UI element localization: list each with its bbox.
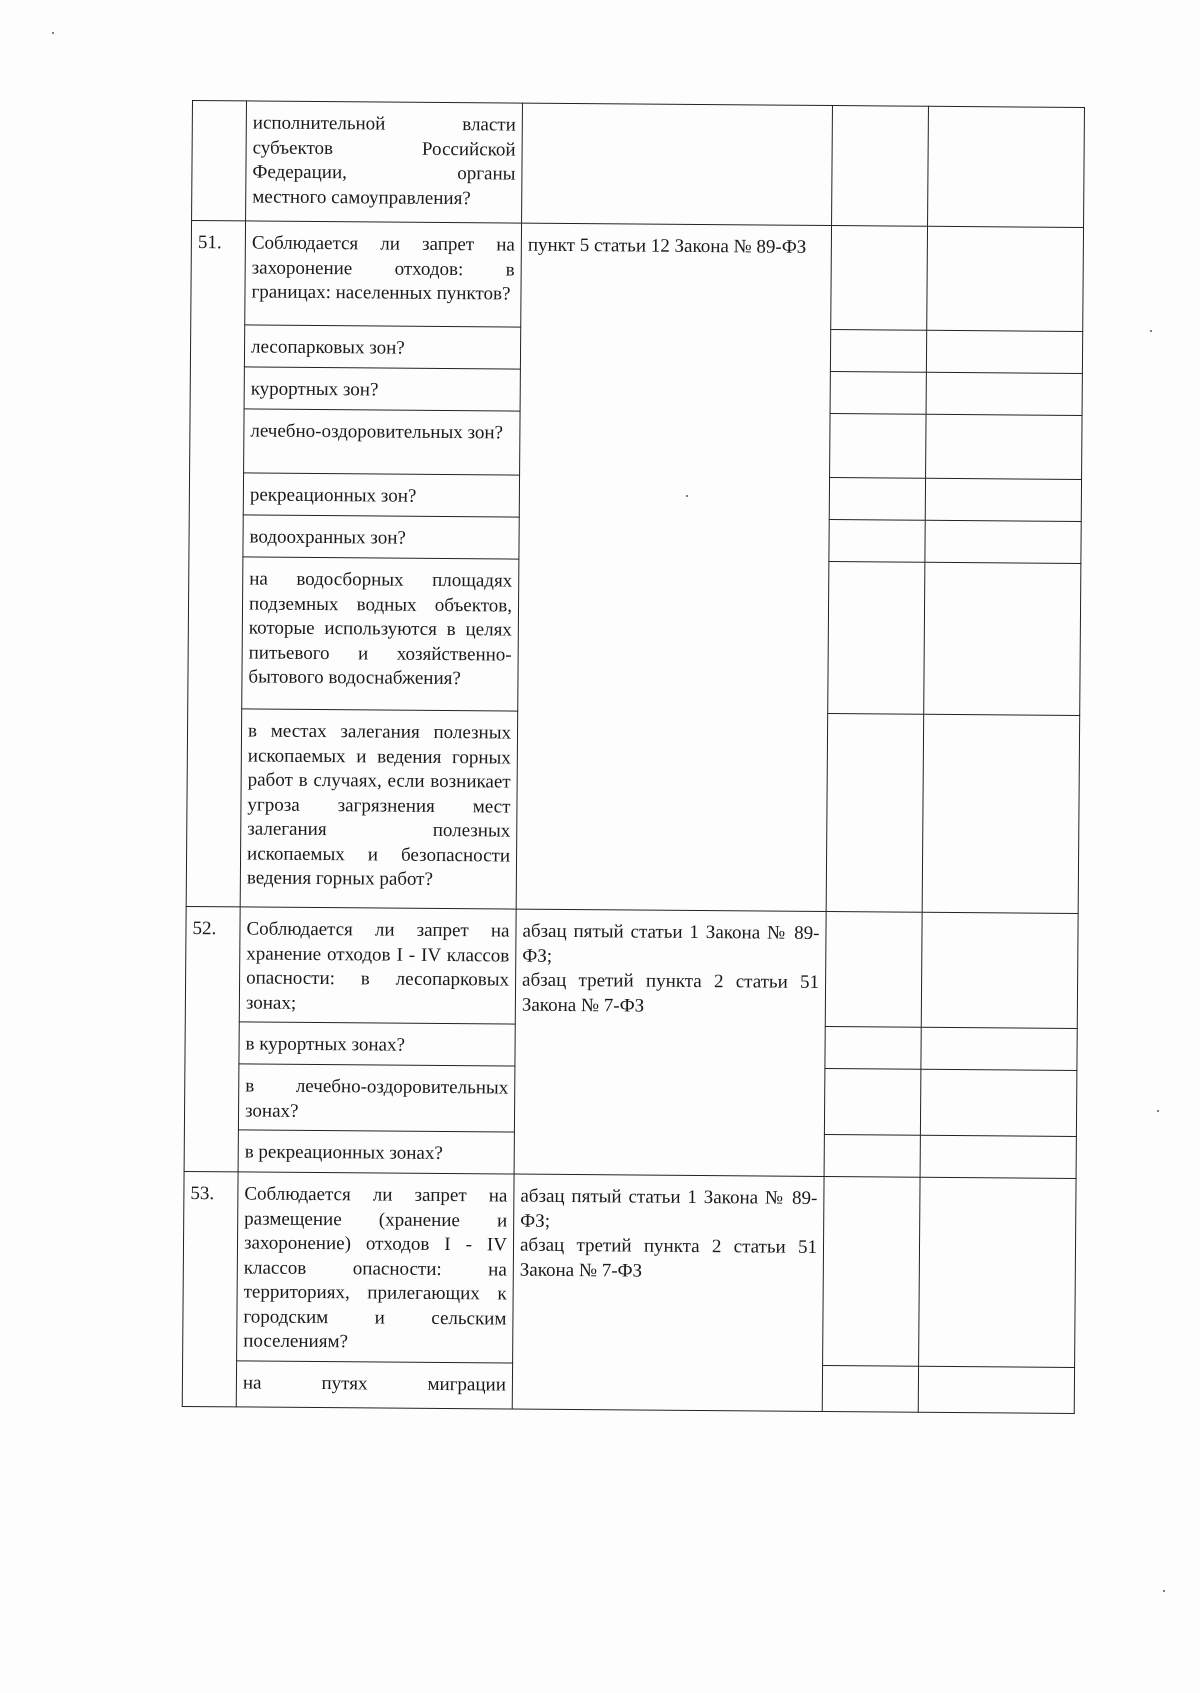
- question-text: Соблюдается ли запрет на хранение отходов I - IV классов опасности: в лесопарковых зонах;: [239, 907, 516, 1024]
- note-cell[interactable]: [926, 372, 1082, 415]
- answer-cell[interactable]: [824, 1134, 920, 1177]
- reference-line: абзац пятый статьи 1 Закона № 89-ФЗ;: [522, 920, 820, 967]
- note-cell[interactable]: [924, 562, 1081, 715]
- scan-speck: [52, 32, 54, 34]
- item-number-cell: [192, 101, 247, 221]
- question-subitem: в курортных зонах?: [239, 1022, 515, 1066]
- scan-speck: [1150, 330, 1152, 332]
- question-subitem: на водосборных площадях подземных водных объектов, которые используются в целях питьевого и хозяйственно-бытового водоснабжения?: [242, 557, 519, 711]
- answer-cell[interactable]: [823, 1176, 920, 1365]
- reference-cell: [522, 103, 833, 225]
- answer-cell[interactable]: [825, 912, 922, 1028]
- answer-cell[interactable]: [828, 562, 925, 715]
- answer-cell[interactable]: [831, 226, 928, 331]
- answer-cell[interactable]: [822, 1365, 918, 1412]
- checklist-table: [182, 100, 1085, 1413]
- legal-reference: пункт 5 статьи 12 Закона № 89-ФЗ: [516, 223, 831, 911]
- question-line: субъектов Российской: [252, 136, 516, 161]
- question-subitem: лесопарковых зон?: [244, 325, 520, 369]
- answer-cell[interactable]: [830, 372, 926, 415]
- question-subitem: в лечебно-оздоровительных зонах?: [238, 1064, 515, 1132]
- answer-cell[interactable]: [829, 478, 925, 521]
- scan-speck: [1157, 1110, 1159, 1112]
- note-cell[interactable]: [927, 226, 1084, 331]
- question-subitem: курортных зон?: [244, 367, 520, 411]
- table-row-continuation: [192, 101, 1085, 228]
- note-cell[interactable]: [928, 106, 1085, 227]
- question-cell: [246, 101, 523, 223]
- note-cell[interactable]: [918, 1366, 1074, 1413]
- answer-cell[interactable]: [832, 106, 929, 227]
- question-line: местного самоуправления?: [252, 185, 471, 209]
- answer-cell[interactable]: [826, 714, 924, 913]
- question-text: Соблюдается ли запрет на размещение (хранение и захоронение) отходов I - IV классов опасности: на территориях, прилегающих к городским и сельским поселениям?: [237, 1172, 514, 1363]
- note-cell[interactable]: [919, 1177, 1076, 1367]
- note-cell[interactable]: [926, 414, 1082, 479]
- reference-line: абзац пятый статьи 1 Закона № 89-ФЗ;: [520, 1185, 818, 1232]
- question-subitem: на путях миграции: [236, 1360, 512, 1408]
- note-cell[interactable]: [921, 912, 1078, 1028]
- answer-cell[interactable]: [830, 414, 926, 479]
- reference-line: абзац третий пункта 2 статьи 51 Закона № 7-ФЗ: [521, 969, 820, 1017]
- table-row-52: [185, 906, 1078, 1028]
- question-line: исполнительной власти: [252, 112, 516, 136]
- note-cell[interactable]: [922, 714, 1080, 913]
- scan-speck: [1163, 1590, 1165, 1592]
- reference-line: абзац третий пункта 2 статьи 51 Закона № 7-ФЗ: [519, 1234, 818, 1282]
- note-cell[interactable]: [925, 520, 1081, 563]
- question-subitem: в рекреационных зонах?: [238, 1130, 514, 1174]
- item-number: 51.: [186, 221, 245, 907]
- question-text: Соблюдается ли запрет на захоронение отходов: в границах: населенных пунктов?: [245, 221, 522, 327]
- answer-cell[interactable]: [829, 520, 925, 563]
- note-cell[interactable]: [920, 1135, 1076, 1178]
- legal-reference: [514, 909, 826, 1176]
- answer-cell[interactable]: [824, 1069, 921, 1136]
- note-cell[interactable]: [920, 1069, 1077, 1136]
- answer-cell[interactable]: [825, 1027, 921, 1070]
- note-cell[interactable]: [925, 478, 1081, 521]
- table-row-53: [183, 1171, 1076, 1366]
- question-subitem: водоохранных зон?: [243, 515, 519, 559]
- item-number: 52.: [184, 906, 240, 1171]
- table-row-51: [191, 221, 1084, 332]
- note-cell[interactable]: [926, 330, 1082, 373]
- question-line: Федерации, органы: [252, 161, 516, 185]
- note-cell[interactable]: [921, 1027, 1077, 1070]
- question-subitem: лечебно-оздоровительных зон?: [244, 409, 520, 475]
- answer-cell[interactable]: [830, 330, 926, 373]
- question-subitem: в местах залегания полезных ископаемых и ведения горных работ в случаях, если возникает угроза загрязнения мест залегания полезных ископаемых и безопасности ведения горных работ?: [240, 709, 518, 909]
- question-subitem: рекреационных зон?: [243, 473, 519, 517]
- item-number: 53.: [182, 1171, 238, 1406]
- legal-reference: [512, 1174, 824, 1411]
